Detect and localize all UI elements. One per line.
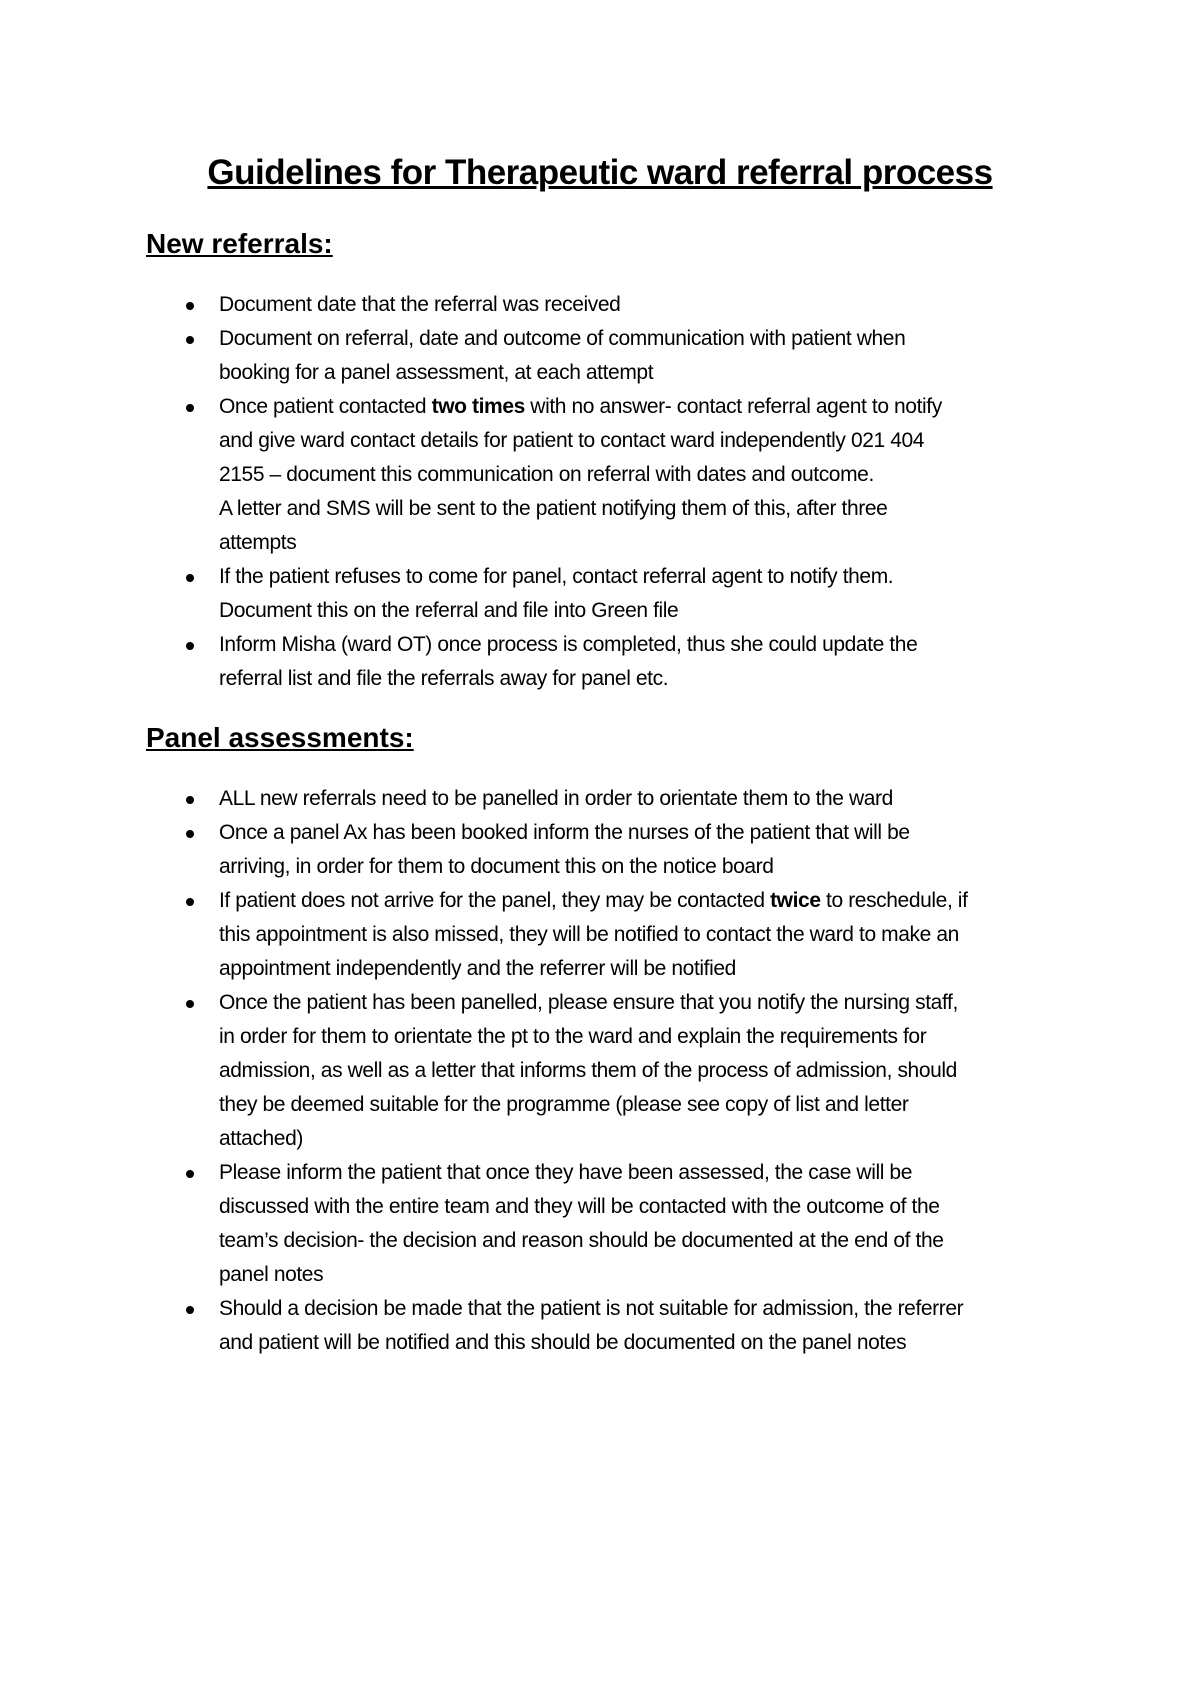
section-heading-new-referrals: New referrals:	[146, 228, 333, 259]
list-item-text: team’s decision- the decision and reason should be documented at the end of the	[219, 1229, 944, 1252]
text-run: Once patient contacted	[219, 395, 432, 418]
list-item	[0, 782, 1079, 816]
bullet-icon	[186, 1306, 194, 1314]
list-item-text: If the patient refuses to come for panel, contact referral agent to notify them.	[219, 565, 894, 588]
list-item-text: Should a decision be made that the patient is not suitable for admission, the referrer	[219, 1297, 964, 1320]
list-item-text: attached)	[219, 1127, 303, 1150]
list-item-text	[219, 884, 1079, 918]
list-item-text: 2155 – document this communication on referral with dates and outcome.	[219, 463, 874, 486]
list-item	[0, 390, 1079, 560]
list-item-text: booking for a panel assessment, at each attempt	[219, 361, 654, 384]
list-item-text: Document date that the referral was received	[219, 293, 621, 316]
bullet-icon	[186, 574, 194, 582]
bullet-icon	[186, 302, 194, 310]
list-item-text: Once the patient has been panelled, please ensure that you notify the nursing staff,	[219, 991, 958, 1014]
bullet-icon	[186, 404, 194, 412]
bullet-icon	[186, 796, 194, 804]
document-title: Guidelines for Therapeutic ward referral process	[207, 153, 993, 192]
list-item-text	[219, 390, 1079, 424]
emphasis-text: twice	[770, 889, 821, 912]
list-item-text: Document this on the referral and file into Green file	[219, 599, 679, 622]
list-item	[0, 1292, 1079, 1360]
list-item-text: Document on referral, date and outcome of communication with patient when	[219, 327, 906, 350]
list-item	[0, 628, 1079, 696]
list-item-text: admission, as well as a letter that informs them of the process of admission, should	[219, 1059, 957, 1082]
list-item-text: panel notes	[219, 1263, 324, 1286]
bullet-icon	[186, 336, 194, 344]
new-referrals-list	[0, 288, 1200, 696]
list-item	[0, 288, 1079, 322]
bullet-icon	[186, 1170, 194, 1178]
list-item-text: and patient will be notified and this should be documented on the panel notes	[219, 1331, 907, 1354]
list-item-text: they be deemed suitable for the programme (please see copy of list and letter	[219, 1093, 909, 1116]
list-item-text: Please inform the patient that once they have been assessed, the case will be	[219, 1161, 912, 1184]
text-run: to reschedule, if	[820, 889, 968, 912]
bullet-icon	[186, 1000, 194, 1008]
panel-assessments-list	[0, 782, 1200, 1360]
list-item	[0, 1156, 1079, 1292]
list-item-text: arriving, in order for them to document this on the notice board	[219, 855, 774, 878]
list-item-text: attempts	[219, 531, 297, 554]
bullet-icon	[186, 898, 194, 906]
list-item-text: and give ward contact details for patient to contact ward independently 021 404	[219, 429, 925, 452]
text-run: with no answer- contact referral agent to notify	[524, 395, 942, 418]
list-item-text: this appointment is also missed, they will be notified to contact the ward to make an	[219, 923, 959, 946]
bullet-icon	[186, 642, 194, 650]
emphasis-text: two times	[431, 395, 525, 418]
list-item-text: in order for them to orientate the pt to the ward and explain the requirements for	[219, 1025, 927, 1048]
list-item-text: ALL new referrals need to be panelled in order to orientate them to the ward	[219, 787, 893, 810]
list-item	[0, 560, 1079, 628]
list-item	[0, 816, 1079, 884]
list-item	[0, 884, 1079, 986]
section-heading-panel-assessments: Panel assessments:	[146, 722, 414, 753]
list-item-text: appointment independently and the referrer will be notified	[219, 957, 736, 980]
list-item-text: A letter and SMS will be sent to the patient notifying them of this, after three	[219, 497, 888, 520]
list-item-text: discussed with the entire team and they will be contacted with the outcome of the	[219, 1195, 940, 1218]
list-item	[0, 322, 1079, 390]
list-item	[0, 986, 1079, 1156]
bullet-icon	[186, 830, 194, 838]
list-item-text: Once a panel Ax has been booked inform the nurses of the patient that will be	[219, 821, 910, 844]
text-run: If patient does not arrive for the panel, they may be contacted	[219, 889, 771, 912]
list-item-text: Inform Misha (ward OT) once process is completed, thus she could update the	[219, 633, 918, 656]
list-item-text: referral list and file the referrals away for panel etc.	[219, 667, 669, 690]
